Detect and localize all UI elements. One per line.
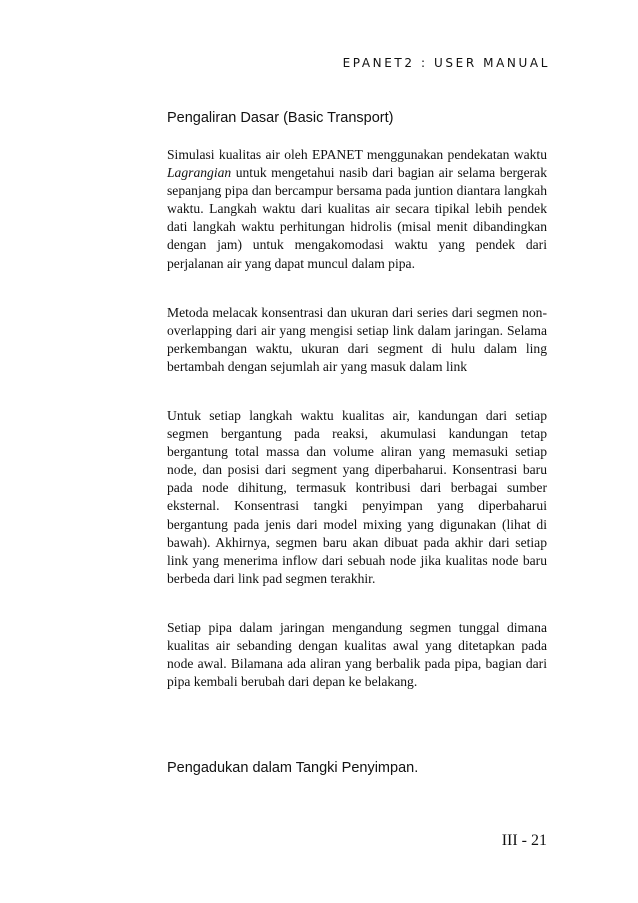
- section-heading: Pengaliran Dasar (Basic Transport): [167, 110, 394, 126]
- paragraph-pipe-segments: Setiap pipa dalam jaringan mengandung segmen tunggal dimana kualitas air sebanding dengan kualitas awal yang ditetapkan pada node awal. Bilamana ada aliran yang berbalik pada pipa, bagian dari pipa kembali berubah dari depan ke belakang.: [167, 620, 547, 690]
- page-number: III - 21: [501, 832, 547, 849]
- paragraph-segment-tracking: Metoda melacak konsentrasi dan ukuran dari series dari segmen non-overlapping dari air yang mengisi setiap link dalam jaringan. Selama perkembangan waktu, ukuran dari segment di hulu dalam ling bertambah dengan sejumlah air yang masuk dalam link: [167, 305, 547, 375]
- subsection-heading: Pengadukan dalam Tangki Penyimpan.: [167, 760, 419, 776]
- italic-term-lagrangian: Lagrangian: [167, 165, 232, 181]
- paragraph-basic-transport-intro: [167, 146, 547, 273]
- paragraph-time-step: Untuk setiap langkah waktu kualitas air, kandungan dari setiap segmen bergantung pada reaksi, akumulasi kandungan tetap bergantung total massa dan volume aliran yang memasuki setiap node, dan posisi dari segment yang diperbaharui. Konsentrasi baru pada node dihitung, termasuk kontribusi dari berbagai sumber eksternal. Konsentrasi tangki penyimpan yang diperbaharui bergantung pada jenis dari model mixing yang digunakan (lihat di bawah). Akhirnya, segmen baru akan dibuat pada akhir dari setiap link yang menerima inflow dari sebuah node jika kualitas node baru berbeda dari link pad segmen terakhir.: [167, 408, 547, 586]
- paragraph-text: untuk mengetahui nasib dari bagian air selama bergerak sepanjang pipa dan bercampur bersama pada juntion diantara langkah waktu. Langkah waktu dari kualitas air secara tipikal lebih pendek dati langkah waktu perhitungan hidrolis (misal menit dibandingkan dengan jam) untuk mengakomodasi waktu yang pendek dari perjalanan air yang dapat muncul dalam pipa.: [167, 165, 547, 271]
- paragraph-text: Simulasi kualitas air oleh EPANET menggunakan pendekatan waktu: [167, 147, 547, 162]
- running-header: EPANET2 : USER MANUAL: [342, 56, 550, 70]
